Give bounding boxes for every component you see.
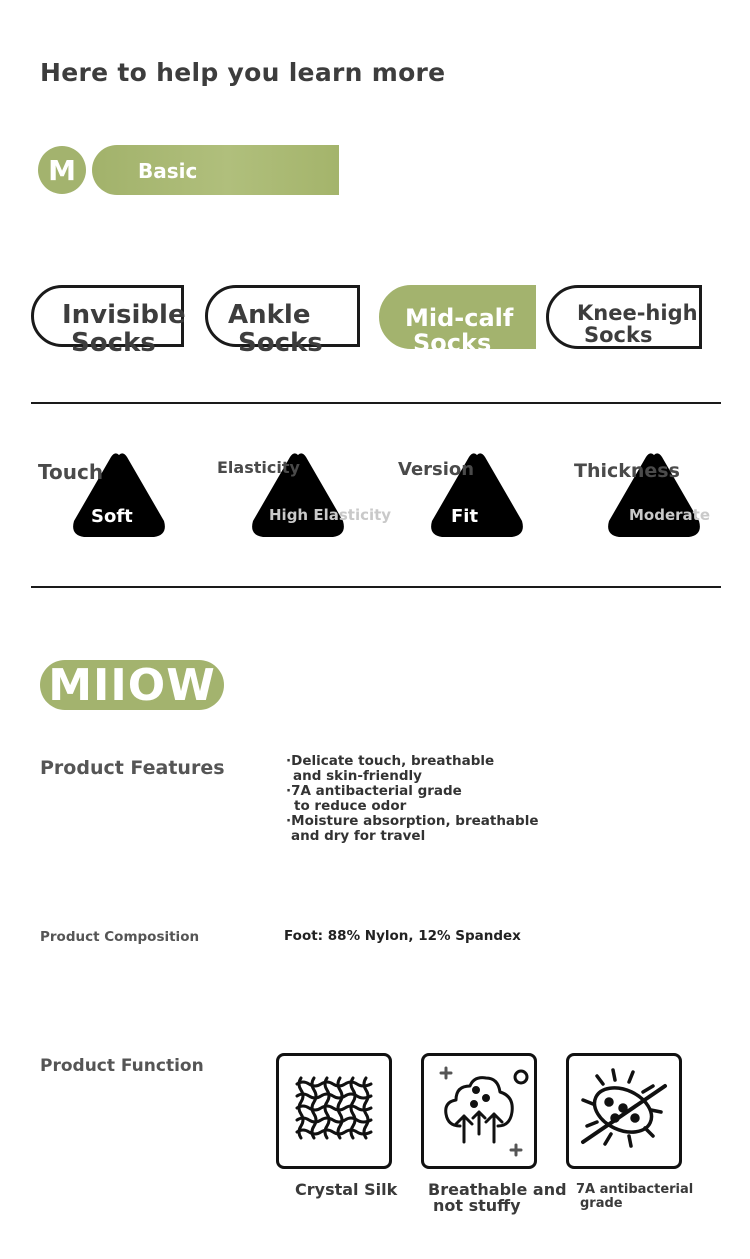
tab-label-line2: Socks bbox=[238, 328, 323, 358]
size-label: Basic bbox=[138, 159, 198, 183]
composition-label: Product Composition bbox=[40, 929, 200, 945]
function-label-breathable-line2: not stuffy bbox=[433, 1196, 521, 1215]
composition-value: Foot: 88% Nylon, 12% Spandex bbox=[284, 928, 521, 944]
tab-mid-calf-socks[interactable] bbox=[379, 285, 536, 357]
tab-ankle-socks[interactable] bbox=[205, 285, 360, 358]
tab-label-line1: Ankle bbox=[228, 300, 311, 330]
breathable-trees-icon bbox=[424, 1056, 534, 1166]
features-list bbox=[286, 754, 539, 844]
features-label: Product Features bbox=[40, 757, 225, 779]
attr-label-version: Version bbox=[398, 459, 475, 480]
size-badge: M bbox=[38, 146, 86, 194]
attr-value-version: Fit bbox=[451, 506, 479, 527]
page-heading: Here to help you learn more bbox=[40, 58, 446, 87]
attr-label-thickness: Thickness bbox=[574, 460, 680, 482]
feature-line: to reduce odor bbox=[294, 798, 407, 814]
attr-value-thickness: Moderate bbox=[629, 506, 711, 524]
function-label-crystal-silk: Crystal Silk bbox=[295, 1180, 398, 1199]
brand-logo: MIIOW bbox=[40, 660, 224, 710]
function-label: Product Function bbox=[40, 1056, 204, 1076]
function-label-breathable-line1: Breathable and bbox=[428, 1180, 567, 1199]
feature-line: ·Delicate touch, breathable bbox=[286, 753, 495, 769]
divider-top bbox=[31, 402, 721, 404]
tab-label-line2: Socks bbox=[71, 328, 156, 358]
tab-label-line1: Invisible bbox=[62, 300, 186, 330]
size-label-pill bbox=[92, 145, 339, 195]
tab-label-line2: Socks bbox=[413, 329, 492, 357]
tab-invisible-socks[interactable] bbox=[31, 285, 186, 358]
feature-line: and dry for travel bbox=[291, 828, 426, 844]
function-label-antibacterial-line1: 7A antibacterial bbox=[576, 1182, 694, 1197]
function-card-crystal-silk bbox=[276, 1053, 392, 1169]
attr-value-touch: Soft bbox=[91, 506, 133, 527]
function-card-antibacterial bbox=[566, 1053, 682, 1169]
feature-line: ·Moisture absorption, breathable bbox=[286, 813, 539, 829]
tab-knee-high-socks[interactable] bbox=[546, 285, 702, 349]
attr-label-elasticity: Elasticity bbox=[217, 458, 300, 477]
woven-fabric-icon bbox=[279, 1056, 389, 1166]
tab-label-line1: Knee-high bbox=[577, 301, 698, 325]
tab-label-line2: Socks bbox=[584, 323, 653, 347]
attr-value-elasticity: High Elasticity bbox=[269, 506, 392, 524]
attr-label-touch: Touch bbox=[38, 460, 104, 484]
function-label-antibacterial-line2: grade bbox=[580, 1196, 623, 1211]
antibacterial-icon bbox=[569, 1056, 679, 1166]
feature-line: and skin-friendly bbox=[293, 768, 422, 784]
divider-bottom bbox=[31, 586, 721, 588]
function-card-breathable bbox=[421, 1053, 537, 1169]
tab-label-line1: Mid-calf bbox=[405, 304, 514, 332]
feature-line: ·7A antibacterial grade bbox=[286, 783, 462, 799]
